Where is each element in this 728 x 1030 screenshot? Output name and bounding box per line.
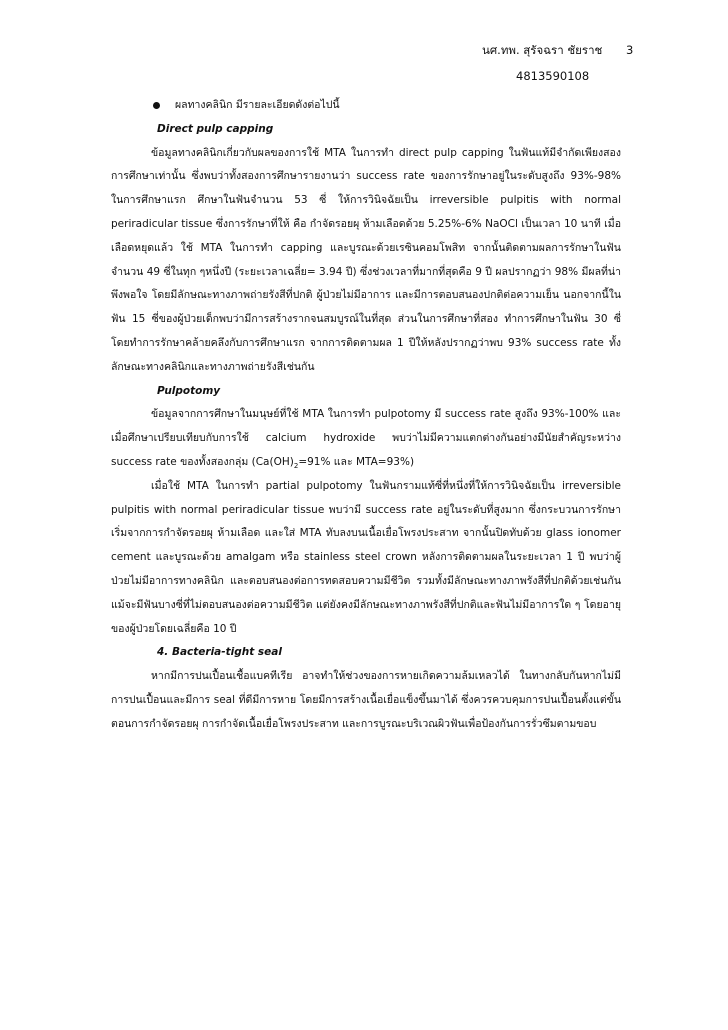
paragraph-pulpotomy-1-end: =91% และ MTA=93%) [298, 455, 415, 468]
section-heading-direct-pulp-capping: Direct pulp capping [157, 122, 274, 135]
section-heading-pulpotomy: Pulpotomy [157, 384, 221, 397]
paragraph-pulpotomy-1 [111, 403, 621, 474]
section-heading-bacteria-tight-seal: 4. Bacteria-tight seal [157, 646, 282, 659]
bullet-icon [153, 102, 160, 109]
student-id: 4813590108 [516, 69, 590, 83]
paragraph-pulpotomy-1-text: ข้อมูลจากการศึกษาในมนุษย์ที่ใช้ MTA ในการทำ pulpotomy มี success rate สูงถึง 93%-100% และเมื่อศึกษาเปรียบเทียบกับการใช้ calcium hydroxide พบว่าไม่มีความแตกต่างกันอย่างมีนัยสำคัญระหว่าง success rate ของทั้งสองกลุ่ม (Ca(OH) [111, 408, 621, 468]
document-body [111, 94, 621, 737]
bullet-item [111, 94, 621, 118]
paragraph-direct-pulp-capping: ข้อมูลทางคลินิกเกี่ยวกับผลของการใช้ MTA ในการทำ direct pulp capping ในฟันแท้มีจำกัดเพียงสองการศึกษาเท่านั้น ซึ่งพบว่าทั้งสองการศึกษารายงานว่า success rate ของการรักษาอยู่ในระดับสูงถึง 93%-98% ในการศึกษาแรก ศึกษาในฟันจำนวน 53 ซี่ ให้การวินิจฉัยเป็น irreversible pulpitis with normal periradicular tissue ซึ่งการรักษาที่ให้ คือ กำจัดรอยผุ ห้ามเลือดด้วย 5.25%-6% NaOCl เป็นเวลา 10 นาที เมื่อเลือดหยุดแล้ว ใช้ MTA ในการทำ capping และบูรณะด้วยเรซินคอมโพสิท จากนั้นติดตามผลการรักษาในฟันจำนวน 49 ซี่ในทุก ๆหนึ่งปี (ระยะเวลาเฉลี่ย= 3.94 ปี) ซึ่งช่วงเวลาที่มากที่สุดคือ 9 ปี ผลปรากฏว่า 98% มีผลที่น่าพึงพอใจ โดยมีลักษณะทางภาพถ่ายรังสีที่ปกติ ผู้ป่วยไม่มีอาการ และมีการตอบสนองปกติต่อความเย็น นอกจากนี้ในฟัน 15 ซี่ของผู้ป่วยเด็กพบว่ามีการสร้างรากจนสมบูรณ์ในที่สุด ส่วนในการศึกษาที่สอง ทำการศึกษาในฟัน 30 ซี่ โดยทำการรักษาคล้ายคลึงกับการศึกษาแรก จากการติดตามผล 1 ปีให้หลังปรากฏว่าพบ 93% success rate ทั้งลักษณะทางคลินิกและทางภาพถ่ายรังสีเช่นกัน [111, 146, 621, 373]
paragraph-pulpotomy-2: เมื่อใช้ MTA ในการทำ partial pulpotomy ในฟันกรามแท้ซี่ที่หนึ่งที่ให้การวินิจฉัยเป็น irreversible pulpitis with normal periradicular tissue พบว่ามี success rate อยู่ในระดับที่สูงมาก ซึ่งกระบวนการรักษาเริ่มจากการกำจัดรอยผุ ห้ามเลือด และใส่ MTA ทับลงบนเนื้อเยื่อโพรงประสาท จากนั้นปิดทับด้วย glass ionomer cement และบูรณะด้วย amalgam หรือ stainless steel crown หลังการติดตามผลในระยะเวลา 1 ปี พบว่าผู้ป่วยไม่มีอาการทางคลินิก และตอบสนองต่อการทดสอบความมีชีวิต รวมทั้งมีลักษณะทางภาพรังสีที่ปกติด้วยเช่นกัน แม้จะมีฟันบางซี่ที่ไม่ตอบสนองต่อความมีชีวิต แต่ยังคงมีลักษณะทางภาพรังสีที่ปกติและฟันไม่มีอาการใด ๆ โดยอายุของผู้ป่วยโดยเฉลี่ยคือ 10 ปี [111, 479, 621, 635]
paragraph-bacteria-tight-seal: หากมีการปนเปื้อนเชื้อแบคทีเรีย อาจทำให้ช่วงของการหายเกิดความล้มเหลวได้ ในทางกลับกันหากไม่มีการปนเปื้อนและมีการ seal ที่ดีมีการหาย โดยมีการสร้างเนื้อเยื่อแข็งขึ้นมาได้ ซึ่งควรควบคุมการปนเปื้อนตั้งแต่ขั้นตอนการกำจัดรอยผุ การกำจัดเนื้อเยื่อโพรงประสาท และการบูรณะบริเวณผิวฟันเพื่อป้องกันการรั่วซึมตามขอบ [111, 670, 621, 730]
bullet-text: ผลทางคลินิก มีรายละเอียดดังต่อไปนี้ [175, 99, 340, 111]
header-author: นศ.ทพ. สุรัจฉรา ชัยราช [482, 43, 603, 57]
subscript-2: 2 [293, 462, 299, 471]
page-number: 3 [626, 43, 634, 57]
